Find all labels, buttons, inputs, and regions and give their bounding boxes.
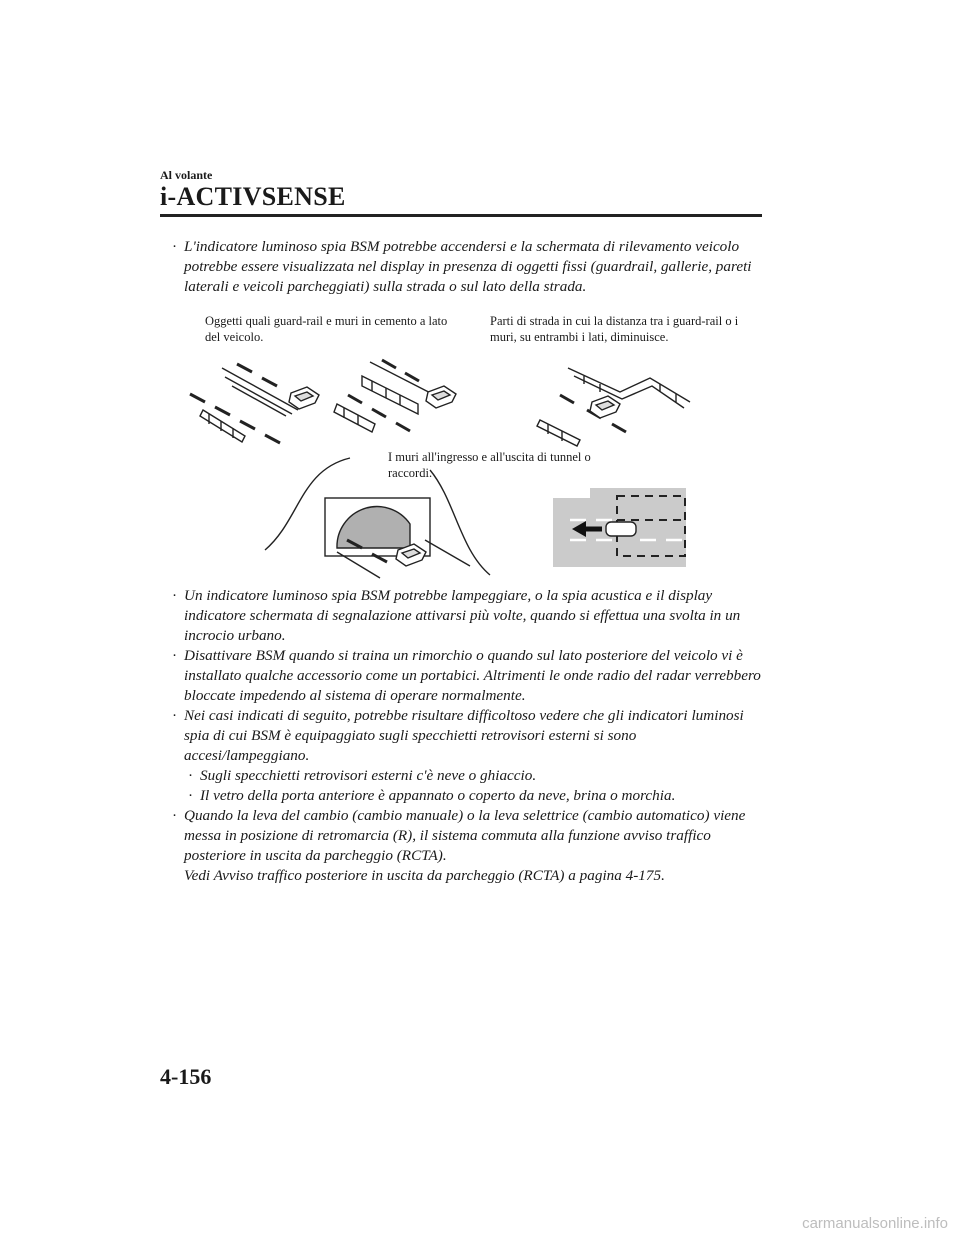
illustration-junction: [553, 488, 686, 567]
caption-guardrail: Oggetti quali guard-rail e muri in cemento a lato del veicolo.: [205, 314, 448, 344]
bullet-icon: ·: [188, 787, 194, 804]
paragraph-trailer: [172, 646, 764, 706]
illustration-wall-road: [334, 360, 456, 432]
paragraph-reverse: [172, 806, 764, 866]
caption-tunnel-walls: I muri all'ingresso e all'uscita di tunnel o raccordi.: [388, 450, 591, 480]
bullet-icon: ·: [172, 238, 178, 255]
caption-narrowing-road: Parti di strada in cui la distanza tra i guard-rail o i muri, su entrambi i lati, diminuisce.: [490, 314, 739, 344]
sub-item-snow: [188, 766, 760, 786]
bullet-icon: ·: [172, 707, 178, 724]
paragraph-text: Nei casi indicati di seguito, potrebbe risultare difficoltoso vedere che gli indicatori luminosi spia di cui BSM è equipaggiato sugli specchietti retrovisori esterni si sono accesi/lampeggiano.: [184, 707, 744, 764]
paragraph-text: L'indicatore luminoso spia BSM potrebbe accendersi e la schermata di rilevamento veicolo potrebbe essere visualizzata nel display in presenza di oggetti fissi (guardrail, gallerie, pareti laterali e veicoli parcheggiati) sulla strada o sul lato della strada.: [184, 238, 752, 295]
reference-link[interactable]: Vedi Avviso traffico posteriore in uscita da parcheggio (RCTA) a pagina 4-175.: [184, 867, 665, 884]
bullet-icon: ·: [188, 767, 194, 784]
paragraph-intersection: [172, 586, 764, 646]
illustration-narrowing-road: [537, 368, 690, 446]
sub-item-window: [188, 786, 760, 806]
paragraph-text: Un indicatore luminoso spia BSM potrebbe lampeggiare, o la spia acustica e il display indicatore schermata di segnalazione attivarsi più volte, quando si effettua una svolta in un incrocio urbano.: [184, 587, 741, 644]
page-number: 4-156: [160, 1064, 212, 1089]
paragraph-reference: [184, 866, 764, 886]
page-title: i-ACTIVSENSE: [160, 182, 346, 211]
watermark: carmanualsonline.info: [802, 1215, 948, 1232]
paragraph-text: Sugli specchietti retrovisori esterni c'è neve o ghiaccio.: [200, 767, 537, 784]
paragraph-text: Il vetro della porta anteriore è appannato o coperto da neve, brina o morchia.: [200, 787, 676, 804]
bullet-icon: ·: [172, 647, 178, 664]
bullet-icon: ·: [172, 807, 178, 824]
paragraph-text: Disattivare BSM quando si traina un rimorchio o quando sul lato posteriore del veicolo vi è installato qualche accessorio come un portabici. Altrimenti le onde radio del radar verrebbero bloccate impedendo al sistema di operare normalmente.: [184, 647, 761, 704]
paragraph-visibility: [172, 706, 764, 766]
bullet-icon: ·: [172, 587, 178, 604]
paragraph-text: Quando la leva del cambio (cambio manuale) o la leva selettrice (cambio automatico) viene messa in posizione di retromarcia (R), il sistema commuta alla funzione avviso traffico posteriore in uscita da parcheggio (RCTA).: [184, 807, 746, 864]
illustration-guardrail-road: [190, 364, 319, 443]
illustration-tunnel: [265, 458, 490, 578]
road-illustrations: [0, 0, 960, 600]
section-label: Al volante: [160, 168, 213, 182]
